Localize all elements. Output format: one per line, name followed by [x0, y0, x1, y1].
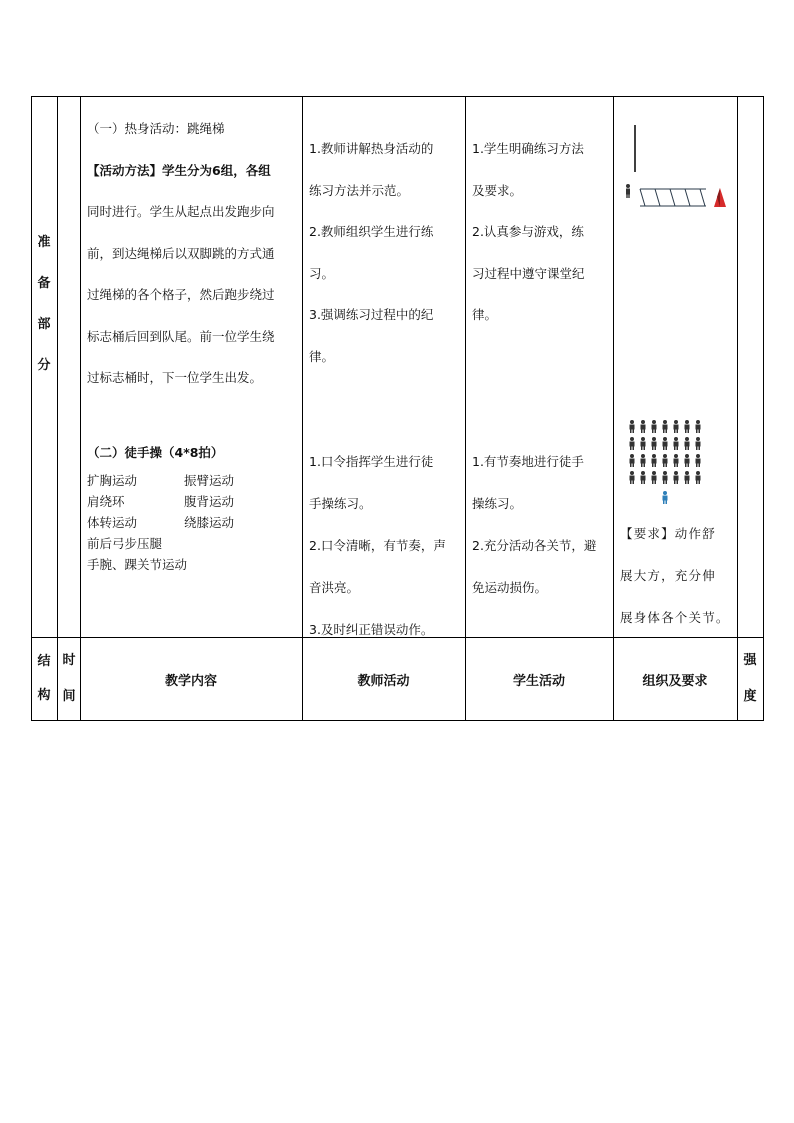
- requirement-line: 【要求】动作舒: [620, 526, 716, 541]
- rope-ladder-diagram: [618, 120, 733, 215]
- col-border-5: [613, 96, 614, 721]
- exercise-item: 手腕、踝关节运动: [87, 557, 188, 572]
- exercise-item: 振臂运动: [184, 473, 235, 488]
- teacher-figure-icon: [663, 491, 668, 504]
- student-figure-icon: [652, 454, 657, 467]
- col-border-3: [302, 96, 303, 721]
- student-figure-icon: [641, 437, 646, 450]
- teacher-line: 2.教师组织学生进行练: [309, 224, 434, 239]
- warmup-teacher: [309, 128, 464, 377]
- warmup-title: （一）热身活动：跳绳梯: [87, 121, 225, 136]
- teacher-line: 习。: [309, 265, 335, 281]
- header-intensity: [740, 643, 760, 715]
- student-figure-icon: [674, 471, 679, 484]
- student-line: 及要求。: [472, 182, 523, 198]
- col-border-7: [763, 96, 764, 721]
- side-char: 准: [37, 235, 51, 250]
- warmup-content: [87, 108, 299, 399]
- student-line: 操练习。: [472, 496, 523, 511]
- student-figure-icon: [696, 420, 701, 433]
- student-figure-icon: [663, 454, 668, 467]
- teacher-line: 1.教师讲解热身活动的: [309, 141, 434, 156]
- student-figure-icon: [641, 471, 646, 484]
- header-char: 间: [62, 689, 76, 704]
- method-text: 学生分为6组，各组: [162, 162, 271, 178]
- student-line: 1.有节奏地进行徒手: [472, 454, 584, 469]
- teacher-line: 音洪亮。: [309, 580, 360, 595]
- teacher-line: 律。: [309, 348, 335, 364]
- student-figure-icon: [674, 420, 679, 433]
- header-organization: 组织及要求: [642, 674, 708, 689]
- col-border-6: [737, 96, 738, 721]
- exercise-item: 绕膝运动: [184, 515, 235, 530]
- student-figure-icon: [630, 420, 635, 433]
- section-label-preparation: [34, 222, 54, 386]
- table-top-border: [31, 96, 764, 97]
- student-figure-icon: [685, 454, 690, 467]
- table-bottom-border: [31, 720, 764, 721]
- header-char: 强: [743, 653, 757, 668]
- student-figure-icon: [652, 471, 657, 484]
- side-char: 部: [37, 317, 51, 332]
- exercise-row: [87, 491, 299, 512]
- exercise-item: 腹背运动: [184, 494, 235, 509]
- header-structure: [34, 645, 54, 713]
- student-figure-icon: [663, 471, 668, 484]
- formation-diagram: [626, 418, 716, 510]
- student-figure-icon: [685, 420, 690, 433]
- header-teacher: 教师活动: [357, 674, 410, 689]
- header-char: 构: [37, 688, 51, 703]
- student-figure-icon: [696, 437, 701, 450]
- warmup-student: [472, 128, 612, 336]
- requirement-line: 展身体各个关节。: [620, 610, 730, 625]
- requirement-line: 展大方，充分伸: [620, 568, 716, 583]
- calisthenics-content: [87, 442, 299, 575]
- teacher-line: 3.及时纠正错误动作。: [309, 622, 434, 637]
- calisthenics-title: （二）徒手操（4*8拍）: [87, 445, 224, 460]
- student-figure-icon: [641, 420, 646, 433]
- calisthenics-teacher: [309, 441, 464, 651]
- cone-icon: [714, 188, 726, 207]
- student-figure-icon: [652, 420, 657, 433]
- student-figure-icon: [685, 437, 690, 450]
- header-time: [59, 643, 79, 715]
- warmup-method-first-line: [87, 150, 299, 192]
- col-border-1: [57, 96, 58, 721]
- exercise-row: [87, 533, 299, 554]
- exercise-row: [87, 470, 299, 491]
- teacher-line: 手操练习。: [309, 496, 372, 511]
- exercise-item: 扩胸运动: [87, 473, 138, 488]
- student-line: 律。: [472, 307, 498, 322]
- side-char: 分: [37, 358, 51, 373]
- exercise-item: 肩绕环: [87, 494, 125, 509]
- student-figure-icon: [630, 437, 635, 450]
- header-char: 结: [37, 654, 51, 669]
- warmup-line: 前，到达绳梯后以双脚跳的方式通: [87, 245, 275, 261]
- organization-requirement: [620, 513, 734, 639]
- ladder-icon: [640, 189, 706, 206]
- side-char: 备: [37, 276, 51, 291]
- student-figure-icon: [674, 437, 679, 450]
- header-student: 学生活动: [512, 674, 565, 689]
- student-figure-icon: [663, 420, 668, 433]
- student-figure-icon: [685, 471, 690, 484]
- calisthenics-student: [472, 441, 612, 609]
- header-char: 时: [62, 653, 76, 668]
- student-figure-icon: [630, 454, 635, 467]
- student-figure-icon: [696, 454, 701, 467]
- student-figure-icon: [626, 184, 630, 198]
- exercise-row: [87, 554, 299, 575]
- col-border-2: [80, 96, 81, 721]
- student-line: 习过程中遵守课堂纪: [472, 265, 585, 281]
- warmup-line: 过标志桶时，下一位学生出发。: [87, 370, 263, 385]
- student-figure-icon: [663, 437, 668, 450]
- col-border-0: [31, 96, 32, 721]
- col-border-4: [465, 96, 466, 721]
- teacher-line: 1.口令指挥学生进行徒: [309, 454, 434, 469]
- student-line: 2.认真参与游戏，练: [472, 224, 584, 239]
- teacher-line: 练习方法并示范。: [309, 182, 410, 198]
- exercise-row: [87, 512, 299, 533]
- exercise-item: 前后弓步压腿: [87, 536, 163, 551]
- student-figure-icon: [652, 437, 657, 450]
- student-figure-icon: [696, 471, 701, 484]
- student-figure-icon: [674, 454, 679, 467]
- header-content: 教学内容: [164, 674, 217, 689]
- teacher-line: 2.口令清晰，有节奏，声: [309, 538, 446, 553]
- student-figure-icon: [630, 471, 635, 484]
- exercise-item: 体转运动: [87, 515, 138, 530]
- teacher-line: 3.强调练习过程中的纪: [309, 307, 434, 322]
- student-figure-icon: [641, 454, 646, 467]
- warmup-line: 同时进行。学生从起点出发跑步向: [87, 204, 275, 219]
- header-char: 度: [743, 689, 757, 704]
- warmup-line: 标志桶后回到队尾。前一位学生绕: [87, 328, 275, 344]
- student-line: 2.充分活动各关节，避: [472, 538, 597, 553]
- student-line: 1.学生明确练习方法: [472, 141, 584, 156]
- warmup-line: 过绳梯的各个格子，然后跑步绕过: [87, 287, 275, 302]
- method-label: 【活动方法】: [87, 162, 163, 178]
- student-line: 免运动损伤。: [472, 580, 548, 595]
